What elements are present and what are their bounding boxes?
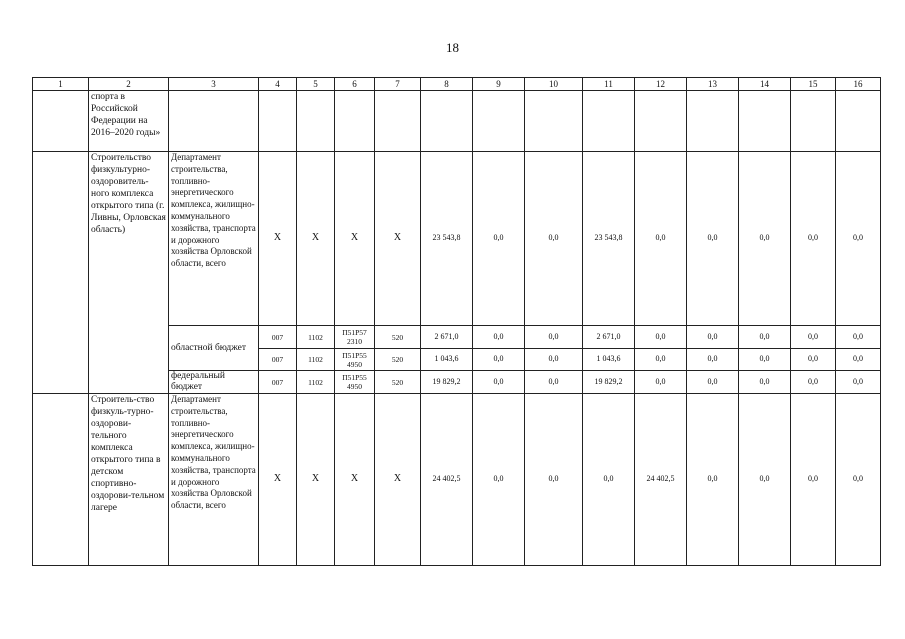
value-cell: 1 043,6 (421, 349, 473, 371)
column-header: 4 (259, 78, 297, 91)
value-cell: 0,0 (473, 394, 525, 566)
value-cell: 0,0 (791, 152, 836, 326)
column-header: 14 (739, 78, 791, 91)
value-cell: 0,0 (836, 394, 881, 566)
value-cell: 0,0 (525, 349, 583, 371)
value-cell: 0,0 (791, 394, 836, 566)
funding-source: областной бюджет (169, 326, 259, 371)
table-cell (297, 91, 335, 152)
value-cell: 0,0 (635, 349, 687, 371)
value-cell: 0,0 (473, 371, 525, 394)
table-cell (335, 91, 375, 152)
column-header: 13 (687, 78, 739, 91)
value-cell: 23 543,8 (421, 152, 473, 326)
value-cell: 0,0 (791, 371, 836, 394)
value-cell: 0,0 (473, 152, 525, 326)
value-cell: 2 671,0 (421, 326, 473, 349)
value-cell: 0,0 (739, 152, 791, 326)
code-cell: Х (297, 394, 335, 566)
value-cell: 0,0 (687, 326, 739, 349)
code-cell: 1102 (297, 326, 335, 349)
column-header: 2 (89, 78, 169, 91)
table-cell (583, 91, 635, 152)
value-cell: 0,0 (836, 349, 881, 371)
code-cell: 007 (259, 326, 297, 349)
table-cell (33, 152, 89, 394)
code-cell: 007 (259, 371, 297, 394)
page-number: 18 (446, 40, 459, 55)
column-header: 1 (33, 78, 89, 91)
table-row (33, 91, 881, 152)
value-cell: 0,0 (525, 371, 583, 394)
code-cell: 1102 (297, 371, 335, 394)
header-row (33, 78, 881, 91)
table-cell (635, 91, 687, 152)
code-cell: Х (259, 394, 297, 566)
value-cell: 19 829,2 (421, 371, 473, 394)
table-cell (525, 91, 583, 152)
value-cell: 0,0 (687, 349, 739, 371)
code-cell: Х (375, 394, 421, 566)
code-cell: 520 (375, 326, 421, 349)
object-name: Строитель-ство физкуль-турно-оздорови-тельного комплекса открытого типа в детском спортивно-оздорови-тельном лагере (89, 394, 169, 566)
value-cell: 0,0 (791, 326, 836, 349)
value-cell: 0,0 (836, 152, 881, 326)
value-cell: 0,0 (836, 326, 881, 349)
value-cell: 0,0 (836, 371, 881, 394)
code-cell: Х (335, 394, 375, 566)
value-cell: 0,0 (739, 394, 791, 566)
table-cell (33, 91, 89, 152)
column-header: 10 (525, 78, 583, 91)
column-header: 11 (583, 78, 635, 91)
value-cell: 0,0 (473, 349, 525, 371)
table-cell (791, 91, 836, 152)
value-cell: 0,0 (525, 394, 583, 566)
table-cell (473, 91, 525, 152)
column-header: 16 (836, 78, 881, 91)
value-cell: 0,0 (739, 349, 791, 371)
value-cell: 24 402,5 (421, 394, 473, 566)
code-cell: 520 (375, 349, 421, 371)
code-cell: Х (375, 152, 421, 326)
value-cell: 0,0 (687, 394, 739, 566)
code-cell: Х (259, 152, 297, 326)
table-cell (375, 91, 421, 152)
object-name: Строительство физкультурно-оздоровитель-ного комплекса открытого типа (г. Ливны, Орловская область) (89, 152, 169, 394)
table-row (33, 394, 881, 566)
responsible-executor: Департамент строительства, топливно-энергетического комплекса, жилищно-коммунального хозяйства, транспорта и дорожного хозяйства Орловской области, всего (169, 152, 259, 326)
column-header: 3 (169, 78, 259, 91)
code-cell: 1102 (297, 349, 335, 371)
value-cell: 0,0 (473, 326, 525, 349)
responsible-executor: Департамент строительства, топливно-энергетического комплекса, жилищно-коммунального хозяйства, транспорта и дорожного хозяйства Орловской области, всего (169, 394, 259, 566)
table-cell (687, 91, 739, 152)
value-cell: 1 043,6 (583, 349, 635, 371)
column-header: 12 (635, 78, 687, 91)
code-cell: П51Р55 4950 (335, 349, 375, 371)
table-cell (169, 91, 259, 152)
value-cell: 0,0 (739, 326, 791, 349)
code-cell: П51Р57 2310 (335, 326, 375, 349)
column-header: 6 (335, 78, 375, 91)
value-cell: 2 671,0 (583, 326, 635, 349)
value-cell: 0,0 (525, 152, 583, 326)
value-cell: 19 829,2 (583, 371, 635, 394)
column-header: 9 (473, 78, 525, 91)
column-header: 15 (791, 78, 836, 91)
table-cell (421, 91, 473, 152)
program-name: спорта в Российской Федерации на 2016–2020 годы» (89, 91, 169, 152)
table-row (33, 152, 881, 326)
table-cell (33, 394, 89, 566)
column-header: 8 (421, 78, 473, 91)
code-cell: 520 (375, 371, 421, 394)
column-header: 7 (375, 78, 421, 91)
table-cell (836, 91, 881, 152)
value-cell: 0,0 (739, 371, 791, 394)
table-cell (739, 91, 791, 152)
code-cell: Х (297, 152, 335, 326)
value-cell: 0,0 (635, 371, 687, 394)
value-cell: 0,0 (687, 152, 739, 326)
table-cell (259, 91, 297, 152)
funding-source: федеральный бюджет (169, 371, 259, 394)
value-cell: 0,0 (635, 326, 687, 349)
value-cell: 0,0 (791, 349, 836, 371)
column-header: 5 (297, 78, 335, 91)
code-cell: 007 (259, 349, 297, 371)
budget-table (32, 77, 881, 566)
value-cell: 0,0 (525, 326, 583, 349)
code-cell: Х (335, 152, 375, 326)
value-cell: 0,0 (583, 394, 635, 566)
value-cell: 24 402,5 (635, 394, 687, 566)
value-cell: 23 543,8 (583, 152, 635, 326)
value-cell: 0,0 (635, 152, 687, 326)
code-cell: П51Р55 4950 (335, 371, 375, 394)
value-cell: 0,0 (687, 371, 739, 394)
